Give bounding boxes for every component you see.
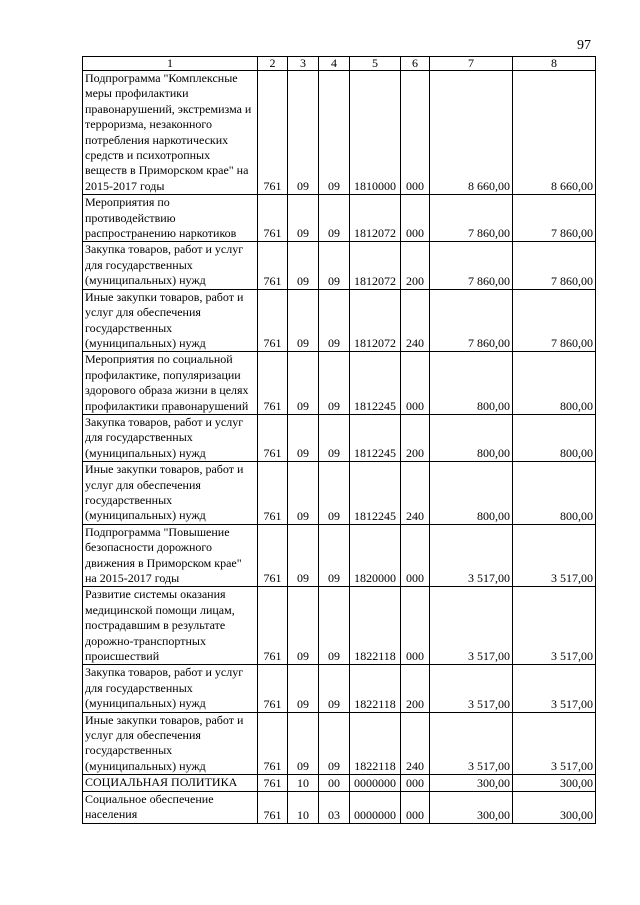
row-col-4: 09 [319,414,350,461]
row-col-8: 7 860,00 [513,289,596,352]
row-col-3: 09 [288,242,319,289]
row-col-4: 09 [319,665,350,712]
row-col-2: 761 [258,462,288,525]
row-col-6: 200 [401,665,430,712]
row-col-4: 09 [319,195,350,242]
row-col-7: 800,00 [430,414,513,461]
row-name: Иные закупки товаров, работ и услуг для обеспечения государственных (муниципальных) нужд [83,712,258,775]
row-col-7: 7 860,00 [430,242,513,289]
row-col-7: 800,00 [430,462,513,525]
row-col-8: 800,00 [513,462,596,525]
row-col-5: 1822118 [350,587,401,665]
row-col-4: 09 [319,242,350,289]
row-col-3: 09 [288,352,319,415]
header-col-3: 3 [288,57,319,71]
header-col-5: 5 [350,57,401,71]
row-col-4: 09 [319,71,350,195]
row-col-4: 09 [319,352,350,415]
header-col-1: 1 [83,57,258,71]
table-row [83,665,596,712]
row-col-8: 300,00 [513,775,596,791]
row-col-6: 000 [401,775,430,791]
table-row [83,195,596,242]
row-col-5: 0000000 [350,775,401,791]
row-col-7: 7 860,00 [430,289,513,352]
row-col-7: 3 517,00 [430,712,513,775]
row-col-7: 3 517,00 [430,665,513,712]
row-col-7: 800,00 [430,352,513,415]
row-col-6: 000 [401,587,430,665]
header-col-7: 7 [430,57,513,71]
row-col-4: 09 [319,462,350,525]
row-col-5: 1812245 [350,414,401,461]
header-col-2: 2 [258,57,288,71]
row-col-6: 200 [401,242,430,289]
row-col-7: 7 860,00 [430,195,513,242]
row-col-5: 1822118 [350,712,401,775]
row-col-6: 000 [401,71,430,195]
row-col-8: 7 860,00 [513,195,596,242]
header-col-6: 6 [401,57,430,71]
row-col-5: 1812072 [350,289,401,352]
row-name: Подпрограмма "Комплексные меры профилактики правонарушений, экстремизма и терроризма, незаконного потребления наркотических средств и психотропных веществ в Приморском крае" на 2015-2017 годы [83,71,258,195]
row-col-6: 000 [401,195,430,242]
row-col-7: 3 517,00 [430,524,513,587]
row-col-8: 3 517,00 [513,665,596,712]
row-col-7: 300,00 [430,791,513,823]
row-col-2: 761 [258,242,288,289]
row-col-8: 800,00 [513,414,596,461]
table-row [83,791,596,823]
row-col-3: 09 [288,71,319,195]
row-col-2: 761 [258,289,288,352]
row-col-3: 09 [288,462,319,525]
row-name: Мероприятия по противодействию распространению наркотиков [83,195,258,242]
row-name: СОЦИАЛЬНАЯ ПОЛИТИКА [83,775,258,791]
row-col-8: 3 517,00 [513,587,596,665]
table-row [83,712,596,775]
row-col-3: 09 [288,712,319,775]
row-col-7: 8 660,00 [430,71,513,195]
row-name: Иные закупки товаров, работ и услуг для обеспечения государственных (муниципальных) нужд [83,289,258,352]
row-col-2: 761 [258,712,288,775]
row-col-2: 761 [258,665,288,712]
row-name: Закупка товаров, работ и услуг для государственных (муниципальных) нужд [83,665,258,712]
row-col-3: 10 [288,775,319,791]
table-row [83,414,596,461]
row-col-8: 300,00 [513,791,596,823]
row-col-4: 09 [319,712,350,775]
table-row [83,775,596,791]
row-name: Развитие системы оказания медицинской помощи лицам, пострадавшим в результате дорожно-транспортных происшествий [83,587,258,665]
header-col-8: 8 [513,57,596,71]
row-col-7: 300,00 [430,775,513,791]
row-col-6: 000 [401,352,430,415]
table-row [83,242,596,289]
row-col-2: 761 [258,352,288,415]
row-col-8: 3 517,00 [513,524,596,587]
row-col-2: 761 [258,791,288,823]
row-col-3: 09 [288,414,319,461]
header-col-4: 4 [319,57,350,71]
row-name: Мероприятия по социальной профилактике, популяризации здорового образа жизни в целях профилактики правонарушений [83,352,258,415]
row-name: Социальное обеспечение населения [83,791,258,823]
row-col-2: 761 [258,414,288,461]
table-row [83,352,596,415]
row-name: Закупка товаров, работ и услуг для государственных (муниципальных) нужд [83,242,258,289]
page-number: 97 [577,38,591,53]
table-row [83,587,596,665]
row-col-2: 761 [258,587,288,665]
row-col-5: 1820000 [350,524,401,587]
row-col-2: 761 [258,775,288,791]
row-col-3: 10 [288,791,319,823]
row-col-8: 3 517,00 [513,712,596,775]
row-col-3: 09 [288,524,319,587]
table-row [83,524,596,587]
header-row [83,57,596,71]
row-col-5: 1812072 [350,195,401,242]
row-name: Иные закупки товаров, работ и услуг для обеспечения государственных (муниципальных) нужд [83,462,258,525]
row-col-2: 761 [258,71,288,195]
row-col-5: 1812072 [350,242,401,289]
row-name: Подпрограмма "Повышение безопасности дорожного движения в Приморском крае" на 2015-2017 годы [83,524,258,587]
row-col-6: 240 [401,289,430,352]
row-col-5: 1822118 [350,665,401,712]
row-col-5: 1812245 [350,462,401,525]
row-col-2: 761 [258,524,288,587]
row-col-5: 1810000 [350,71,401,195]
row-name: Закупка товаров, работ и услуг для государственных (муниципальных) нужд [83,414,258,461]
row-col-5: 0000000 [350,791,401,823]
row-col-3: 09 [288,289,319,352]
row-col-3: 09 [288,665,319,712]
row-col-4: 03 [319,791,350,823]
table-row [83,71,596,195]
row-col-2: 761 [258,195,288,242]
row-col-3: 09 [288,195,319,242]
row-col-8: 800,00 [513,352,596,415]
row-col-4: 09 [319,587,350,665]
row-col-6: 000 [401,524,430,587]
table-row [83,462,596,525]
budget-table [82,56,596,824]
row-col-5: 1812245 [350,352,401,415]
row-col-4: 09 [319,289,350,352]
row-col-4: 09 [319,524,350,587]
row-col-6: 240 [401,462,430,525]
row-col-8: 7 860,00 [513,242,596,289]
row-col-4: 00 [319,775,350,791]
row-col-6: 200 [401,414,430,461]
row-col-8: 8 660,00 [513,71,596,195]
row-col-6: 000 [401,791,430,823]
table-row [83,289,596,352]
row-col-6: 240 [401,712,430,775]
row-col-3: 09 [288,587,319,665]
row-col-7: 3 517,00 [430,587,513,665]
